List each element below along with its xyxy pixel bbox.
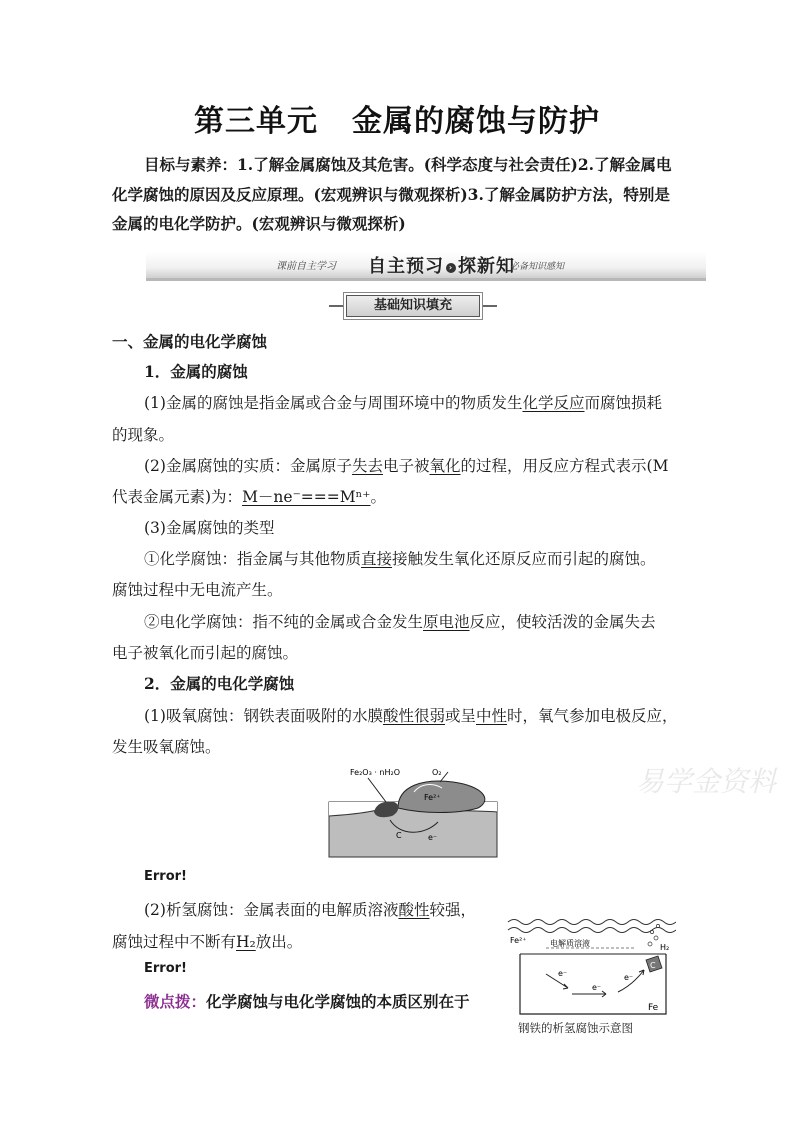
- section1-heading: 一、金属的电化学腐蚀: [112, 332, 268, 351]
- fig2-label-h2: H₂: [660, 943, 670, 952]
- watermark: 易学金资料: [636, 765, 777, 798]
- fig1-label-carbon: C: [396, 831, 402, 840]
- fig2-bubble-2: [654, 936, 658, 940]
- tip-line: [144, 990, 470, 1012]
- fig1-label-electron: e⁻: [428, 833, 438, 842]
- para4-line2: 腐蚀过程中无电流产生。: [112, 581, 283, 599]
- p2-text-d: 代表金属元素)为：: [112, 488, 243, 506]
- p7-text-d: 放出。: [255, 933, 303, 951]
- fig2-label-solution: 电解质溶液: [550, 939, 590, 948]
- hydrogen-corrosion-diagram: [506, 914, 676, 1018]
- p2-text-a: (2)金属腐蚀的实质：金属原子: [144, 457, 352, 475]
- p6-answer-2: 中性: [476, 707, 508, 725]
- fig2-label-carbon: C: [650, 961, 656, 970]
- p5-text-b: 反应，使较活泼的金属失去: [469, 613, 656, 631]
- p5-text-a: ②电化学腐蚀：指不纯的金属或合金发生: [144, 613, 424, 631]
- banner-main-1: 自主预习: [368, 256, 444, 277]
- p7-answer-2: H₂: [236, 933, 256, 951]
- para6-line2: 发生吸氧腐蚀。: [112, 738, 221, 756]
- section2-sub: 2．金属的电化学腐蚀: [144, 674, 295, 693]
- fig2-bubble-1: [648, 942, 652, 946]
- p5-answer-1: 原电池: [423, 613, 470, 631]
- p7-text-c: 腐蚀过程中不断有: [112, 933, 237, 951]
- fig2-label-fe-ion: Fe²⁺: [510, 936, 527, 945]
- p6-text-a: (1)吸氧腐蚀：钢铁表面吸附的水膜: [144, 707, 383, 725]
- goals-line1: 1.了解金属腐蚀及其危害。(科学态度与社会责任)2.了解金属电: [237, 155, 672, 174]
- p4-text-b: 接触发生氧化还原反应而引起的腐蚀。: [392, 550, 656, 568]
- p4-answer-1: 直接: [361, 550, 393, 568]
- fig2-label-fe: Fe: [648, 1003, 659, 1013]
- basic-knowledge-label: 基础知识填充: [346, 295, 480, 317]
- fig2-label-e2: e⁻: [592, 983, 602, 992]
- fig2-bubble-3: [650, 930, 653, 933]
- p4-text-a: ①化学腐蚀：指金属与其他物质: [144, 550, 362, 568]
- fig1-label-fe-ion: Fe²⁺: [424, 793, 441, 802]
- para1-line1: [144, 391, 662, 413]
- fig2-caption: 钢铁的析氢腐蚀示意图: [518, 1021, 633, 1035]
- para5-line2: 电子被氧化而引起的腐蚀。: [112, 644, 299, 662]
- title-unit: 第三单元: [194, 104, 318, 139]
- p2-text-c: 的过程，用反应方程式表示(M: [460, 457, 669, 475]
- para2-line1: [144, 454, 668, 476]
- p7-text-a: (2)析氢腐蚀：金属表面的电解质溶液: [144, 901, 399, 919]
- fig2-wave-top: [508, 920, 676, 925]
- banner-left-text: 课前自主学习: [276, 261, 336, 272]
- error-text-2: Error!: [144, 961, 187, 976]
- p1-answer-1: 化学反应: [522, 394, 585, 412]
- para7-line1: [144, 898, 476, 920]
- learning-goals: [112, 150, 684, 238]
- section1-sub: 1．金属的腐蚀: [144, 362, 248, 381]
- p2-answer-1: 失去: [351, 457, 383, 475]
- p7-text-b: 较强，: [429, 901, 476, 919]
- fig1-label-oxygen: O₂: [432, 768, 442, 777]
- p1-text-b: 而腐蚀损耗: [584, 394, 662, 412]
- section-banner: [146, 252, 706, 281]
- page-title: [0, 96, 794, 140]
- p2-answer-2: 氧化: [429, 457, 461, 475]
- arrow-right-icon: ›: [446, 263, 456, 273]
- fig1-rust-pointer: [368, 778, 386, 802]
- para1-line2: 的现象。: [112, 426, 175, 444]
- p6-text-b: 或呈: [444, 707, 476, 725]
- goals-lead: 目标与素养：: [144, 155, 238, 174]
- fig2-label-e1: e⁻: [558, 969, 568, 978]
- p2-text-e: 。: [370, 488, 387, 506]
- title-topic: 金属的腐蚀与防护: [352, 104, 600, 139]
- para7-line2: [112, 930, 302, 952]
- para3: (3)金属腐蚀的类型: [144, 519, 275, 537]
- p6-answer-1: 酸性很弱: [382, 707, 445, 725]
- para6-line1: [144, 704, 678, 726]
- p6-text-c: 时，氧气参加电极反应，: [507, 707, 678, 725]
- banner-main-text: [368, 252, 515, 278]
- goals-line3: 金属的电化学防护。(宏观辨识与微观探析): [112, 214, 406, 233]
- p1-text-a: (1)金属的腐蚀是指金属或合金与周围环境中的物质发生: [144, 394, 523, 412]
- fig2-wave-2: [508, 928, 676, 933]
- para5-line1: [144, 610, 656, 632]
- banner-main-2: 探新知: [458, 256, 515, 277]
- oxygen-corrosion-diagram: [328, 766, 498, 858]
- fig1-label-rust: Fe₂O₃ · nH₂O: [350, 768, 401, 777]
- tip-label: 微点拨：: [144, 992, 207, 1011]
- fig1-water-drop: [398, 781, 485, 812]
- p2-equation: M－ne⁻===Mⁿ⁺: [242, 488, 371, 506]
- para4-line1: [144, 547, 656, 569]
- tip-text: 化学腐蚀与电化学腐蚀的本质区别在于: [206, 992, 470, 1011]
- error-text-1: Error!: [144, 869, 187, 884]
- fig2-label-e3: e⁻: [624, 973, 634, 982]
- p7-answer-1: 酸性: [398, 901, 430, 919]
- banner-right-text: 必备知识感知: [510, 262, 565, 272]
- goals-line2: 化学腐蚀的原因及反应原理。(宏观辨识与微观探析)3.了解金属防护方法，特别是: [112, 185, 670, 204]
- p2-text-b: 电子被: [382, 457, 430, 475]
- para2-line2: [112, 485, 386, 507]
